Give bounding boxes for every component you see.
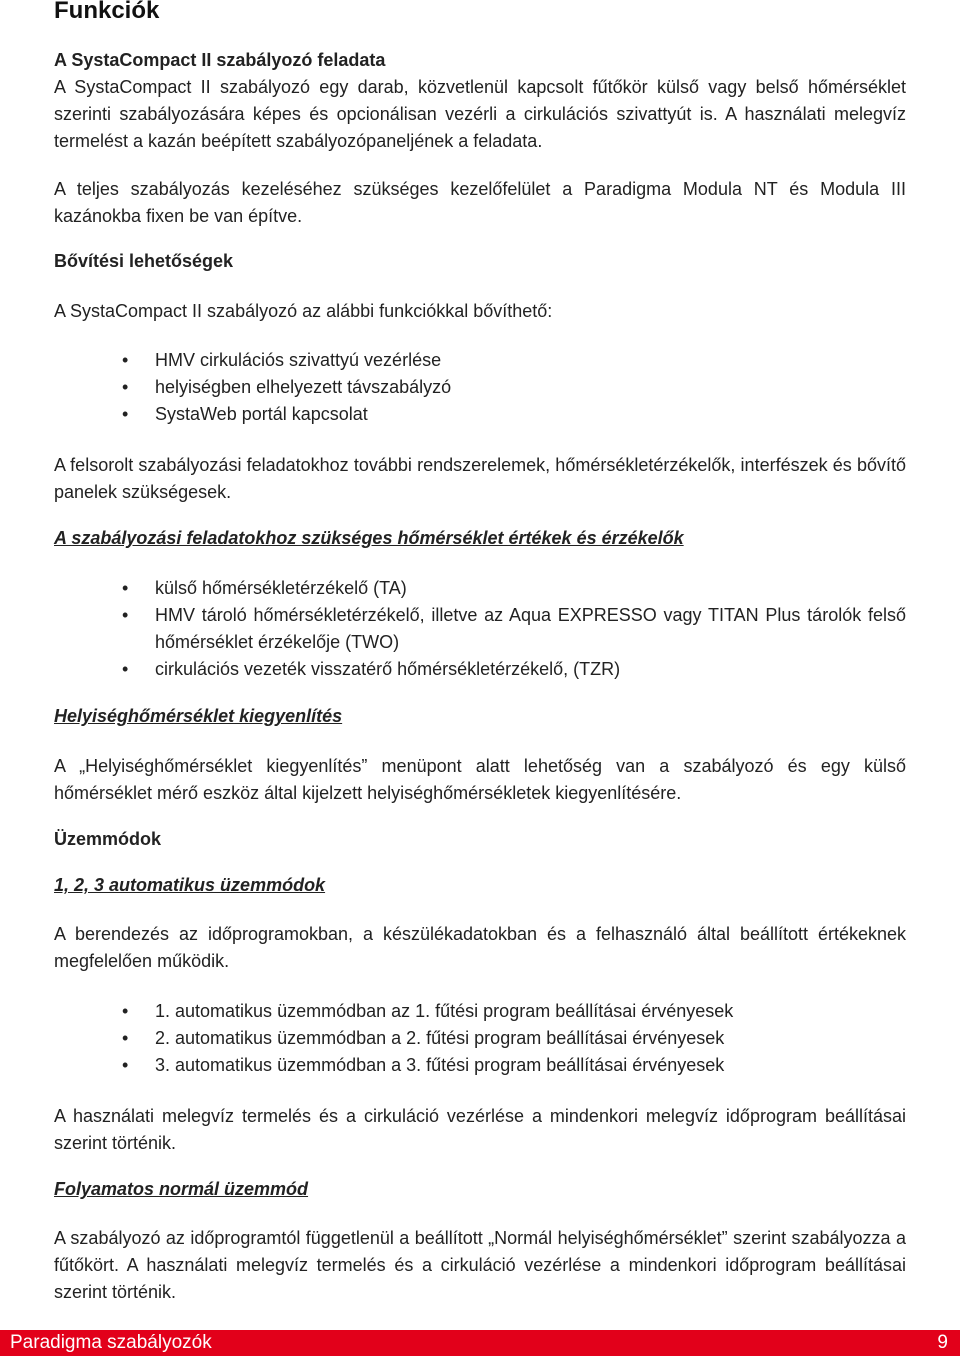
- bullet-icon: •: [122, 350, 129, 370]
- list-item-text: 2. automatikus üzemmódban a 2. fűtési program beállításai érvényesek: [155, 1028, 725, 1048]
- page-footer: [0, 1330, 960, 1356]
- bullet-icon: •: [122, 404, 129, 424]
- bullet-icon: •: [122, 659, 129, 679]
- list-item: [54, 1025, 906, 1052]
- list-item-text: cirkulációs vezeték visszatérő hőmérsékletérzékelő, (TZR): [155, 659, 621, 679]
- list-item-text: külső hőmérsékletérzékelő (TA): [155, 578, 407, 598]
- section-heading-room-temp: Helyiséghőmérséklet kiegyenlítés: [54, 706, 343, 726]
- footer-title: Paradigma szabályozók: [10, 1332, 212, 1353]
- bullet-icon: •: [122, 377, 129, 397]
- list-item: [54, 998, 906, 1025]
- paragraph-room-temp: A „Helyiséghőmérséklet kiegyenlítés” menüpont alatt lehetőség van a szabályozó és egy külső hőmérséklet mérő eszköz által kijelzett helyiséghőmérsékletek kiegyenlítésére.: [54, 756, 906, 803]
- auto-modes-list: [54, 998, 906, 1079]
- list-item-text: SystaWeb portál kapcsolat: [155, 404, 368, 424]
- bullet-icon: •: [122, 605, 129, 625]
- list-item: [54, 1052, 906, 1079]
- bullet-icon: •: [122, 1028, 129, 1048]
- bullet-icon: •: [122, 1001, 129, 1021]
- subheading-auto-modes: 1, 2, 3 automatikus üzemmódok: [54, 875, 326, 895]
- list-item: [54, 347, 906, 374]
- paragraph-hot-water: A használati melegvíz termelés és a cirkuláció vezérlése a mindenkori melegvíz időprogram beállításai szerint történik.: [54, 1106, 906, 1153]
- section-heading-normal-mode: Folyamatos normál üzemmód: [54, 1179, 309, 1199]
- section-heading-task: A SystaCompact II szabályozó feladata: [54, 50, 386, 70]
- section-heading-sensors: A szabályozási feladatokhoz szükséges hőmérséklet értékek és érzékelők: [54, 528, 684, 548]
- paragraph-auto-modes: A berendezés az időprogramokban, a készülékadatokban és a felhasználó által beállított értékeknek megfelelően működik.: [54, 924, 906, 971]
- list-item: [54, 656, 906, 683]
- bullet-icon: •: [122, 1055, 129, 1075]
- list-item: [54, 602, 906, 656]
- list-item-text: helyiségben elhelyezett távszabályzó: [155, 377, 452, 397]
- list-item-text: HMV tároló hőmérsékletérzékelő, illetve az Aqua EXPRESSO vagy TITAN Plus tárolók felső hőmérséklet érzékelője (TWO): [155, 605, 906, 652]
- list-item-text: HMV cirkulációs szivattyú vezérlése: [155, 350, 442, 370]
- paragraph-extensions-intro: A SystaCompact II szabályozó az alábbi funkciókkal bővíthető:: [54, 301, 553, 321]
- page-title: Funkciók: [54, 0, 160, 24]
- paragraph-normal-mode: A szabályozó az időprogramtól függetlenül a beállított „Normál helyiséghőmérséklet” szerint szabályozza a fűtőkört. A használati melegvíz termelés és a cirkuláció vezérlése a mindenkori időprogram beállításai szerint történik.: [54, 1228, 906, 1302]
- list-item: [54, 401, 906, 428]
- section-heading-extensions: Bővítési lehetőségek: [54, 251, 234, 271]
- paragraph-interface: A teljes szabályozás kezeléséhez szükséges kezelőfelület a Paradigma Modula NT és Modula III kazánokba fixen be van építve.: [54, 179, 906, 226]
- list-item: [54, 575, 906, 602]
- list-item-text: 1. automatikus üzemmódban az 1. fűtési program beállításai érvényesek: [155, 1001, 734, 1021]
- section-heading-modes: Üzemmódok: [54, 829, 162, 849]
- sensors-list: [54, 575, 906, 683]
- page-number: 9: [937, 1332, 948, 1353]
- extensions-list: [54, 347, 906, 428]
- bullet-icon: •: [122, 578, 129, 598]
- paragraph-task: A SystaCompact II szabályozó egy darab, közvetlenül kapcsolt fűtőkör külső vagy belső hőmérséklet szerinti szabályozására képes és opcionálisan vezérli a cirkulációs szivattyút is. A használati melegvíz termelést a kazán beépített szabályozópaneljének a feladata.: [54, 77, 906, 151]
- list-item-text: 3. automatikus üzemmódban a 3. fűtési program beállításai érvényesek: [155, 1055, 725, 1075]
- paragraph-extensions: A felsorolt szabályozási feladatokhoz további rendszerelemek, hőmérsékletérzékelők, interfészek és bővítő panelek szükségesek.: [54, 455, 906, 502]
- list-item: [54, 374, 906, 401]
